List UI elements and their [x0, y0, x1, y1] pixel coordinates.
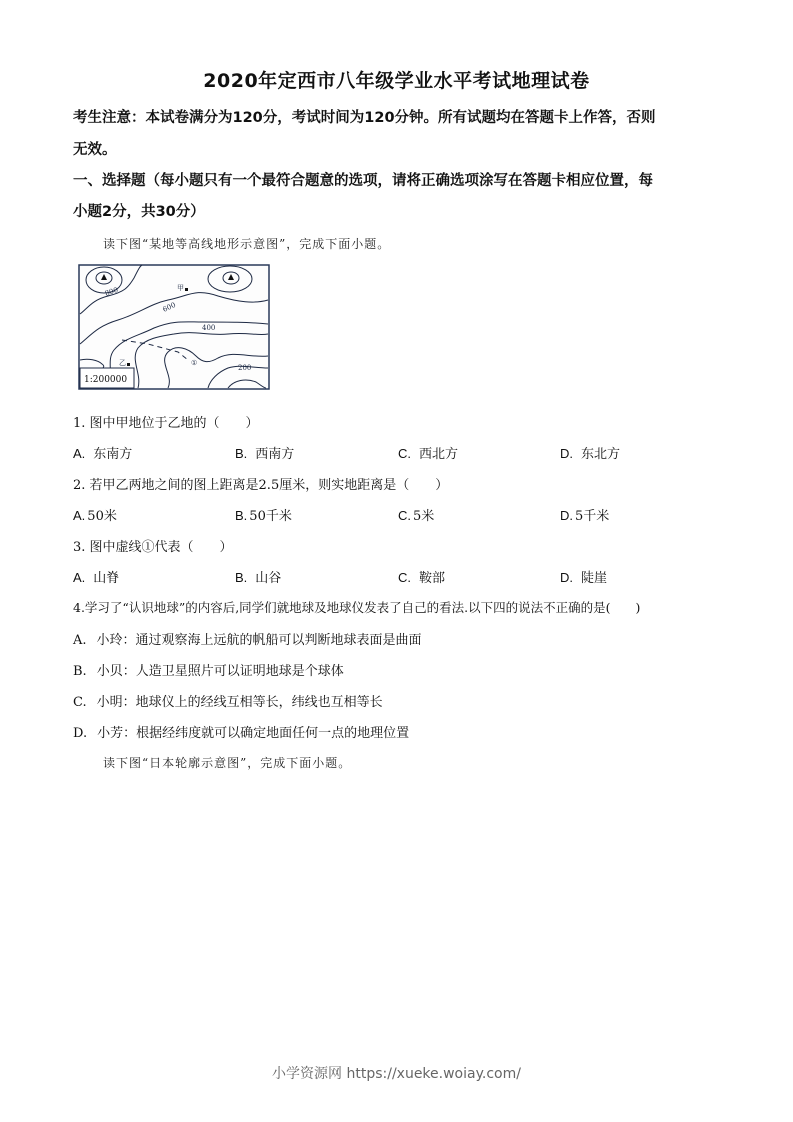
q4-option-a: A. 小玲：通过观察海上远航的帆船可以判断地球表面是曲面: [73, 633, 422, 648]
section-heading-line-2: 小题2分，共30分）: [73, 204, 205, 220]
q2-option-d: D. 5千米: [560, 508, 610, 524]
section-heading-line-1: 一、选择题（每小题只有一个最符合题意的选项，请将正确选项涂写在答题卡相应位置，每: [73, 173, 653, 189]
notice-line-2: 无效。: [73, 142, 117, 158]
svg-text:乙: 乙: [119, 359, 126, 367]
q4-option-d: D. 小芳：根据经纬度就可以确定地面任何一点的地理位置: [73, 726, 410, 741]
svg-text:800: 800: [103, 285, 120, 298]
question-4-stem: 4.学习了“认识地球”的内容后,同学们就地球及地球仪发表了自己的看法.以下四的说法不正确的是( ): [73, 600, 641, 615]
map2-intro: 读下图“日本轮廓示意图”，完成下面小题。: [103, 756, 352, 770]
svg-text:甲: 甲: [177, 284, 184, 292]
svg-text:400: 400: [202, 324, 216, 332]
q3-option-b: B. 山谷: [235, 570, 282, 586]
svg-text:600: 600: [161, 300, 177, 314]
q1-option-d: D. 东北方: [560, 446, 621, 462]
q3-option-d: D. 陡崖: [560, 570, 608, 586]
svg-text:①: ①: [191, 359, 198, 367]
footer-watermark: 小学资源网 https://xueke.woiay.com/: [272, 1066, 521, 1082]
q4-option-c: C. 小明：地球仪上的经线互相等长，纬线也互相等长: [73, 695, 383, 710]
svg-text:1:200000: 1:200000: [84, 375, 128, 385]
question-2-stem: 2. 若甲乙两地之间的图上距离是2.5厘米，则实地距离是（ ）: [73, 478, 449, 493]
q1-option-a: A. 东南方: [73, 446, 133, 462]
question-1-stem: 1. 图中甲地位于乙地的（ ）: [73, 416, 259, 431]
q2-option-c: C. 5米: [398, 508, 435, 524]
q2-option-b: B. 50千米: [235, 508, 292, 524]
page-title: 2020年定西市八年级学业水平考试地理试卷: [203, 70, 590, 92]
map1-intro: 读下图“某地等高线地形示意图”，完成下面小题。: [103, 237, 391, 251]
question-3-stem: 3. 图中虚线①代表（ ）: [73, 540, 233, 555]
q2-option-a: A. 50米: [73, 508, 117, 524]
svg-text:200: 200: [238, 364, 252, 372]
notice-line-1: 考生注意：本试卷满分为120分，考试时间为120分钟。所有试题均在答题卡上作答，否则: [73, 110, 656, 126]
q1-option-b: B. 西南方: [235, 446, 295, 462]
q1-option-c: C. 西北方: [398, 446, 459, 462]
q3-option-c: C. 鞍部: [398, 570, 446, 586]
q3-option-a: A. 山脊: [73, 570, 120, 586]
contour-map-image: [78, 264, 270, 390]
q4-option-b: B. 小贝：人造卫星照片可以证明地球是个球体: [73, 664, 344, 679]
contour-map-figure: [78, 264, 270, 390]
